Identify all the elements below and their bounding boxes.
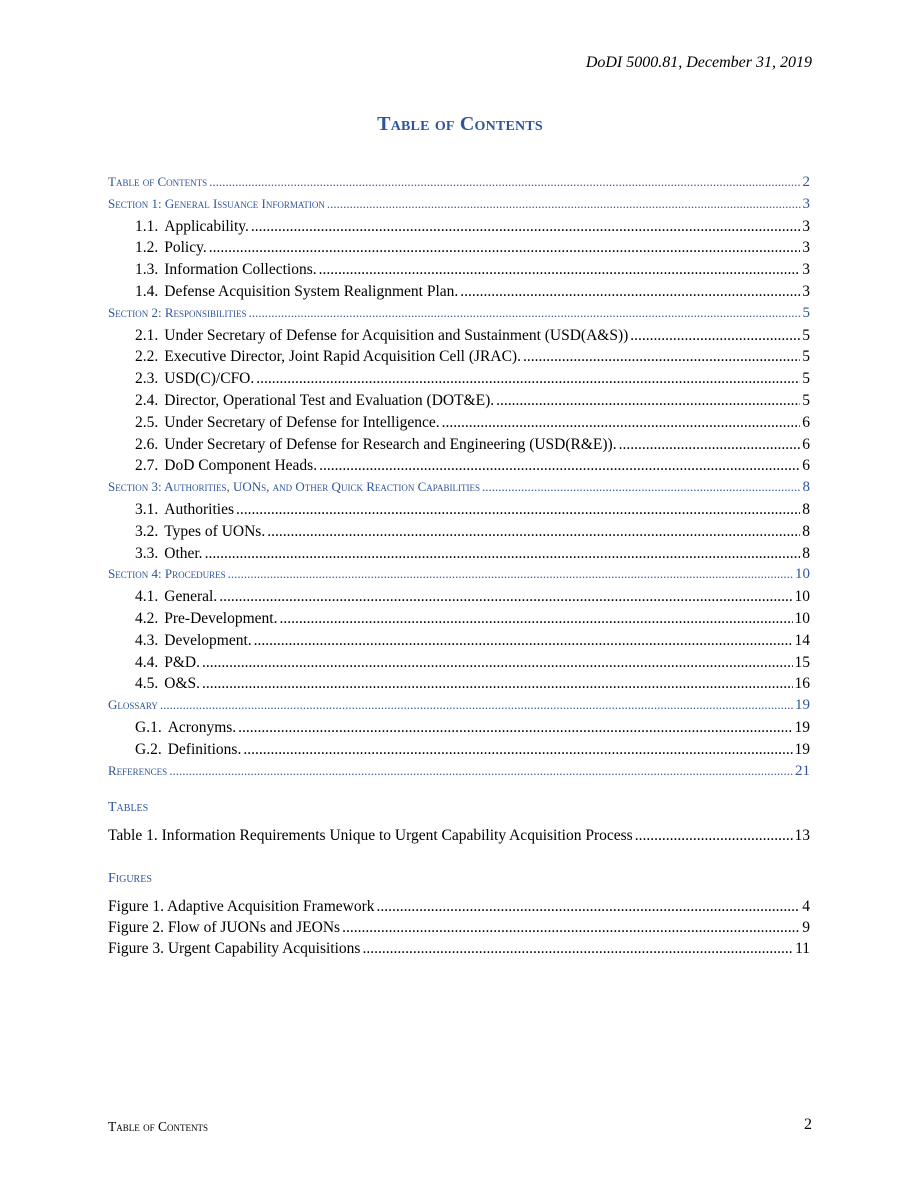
toc-entry-page: 3 — [802, 261, 810, 279]
dot-leader — [496, 392, 800, 410]
toc-section-entry[interactable] — [108, 305, 810, 327]
dot-leader — [362, 940, 793, 958]
table-of-contents — [108, 174, 810, 784]
toc-entry-page: 3 — [802, 195, 810, 212]
toc-entry-label — [108, 919, 340, 937]
toc-entry-label — [108, 566, 226, 582]
figures-list — [108, 898, 810, 961]
toc-entry-label — [135, 719, 236, 737]
toc-entry-number: 2.6. — [135, 435, 159, 453]
toc-entry-text: Glossary — [108, 697, 158, 713]
toc-entry-label — [135, 501, 234, 519]
toc-entry-label — [135, 370, 254, 388]
toc-entry-number: 4.5. — [135, 675, 159, 693]
toc-entry-page: 8 — [802, 522, 810, 540]
toc-entry-number: G.2. — [135, 740, 162, 758]
toc-entry-text: Table of Contents — [108, 174, 208, 189]
toc-entry-page: 5 — [802, 391, 810, 409]
toc-entry-label — [135, 654, 200, 672]
toc-entry-page: 14 — [794, 631, 810, 649]
toc-entry-label — [108, 827, 633, 845]
toc-subsection-entry[interactable] — [108, 261, 810, 283]
toc-section-entry[interactable] — [108, 174, 810, 196]
toc-entry-page: 16 — [794, 675, 810, 693]
toc-entry-number: 2.2. — [135, 348, 159, 366]
toc-entry-text: Section 3: Authorities, UONs, and Other Quick Reaction Capabilities — [108, 479, 480, 495]
dot-leader — [249, 305, 801, 321]
footer-section-title: Table of Contents — [108, 1119, 208, 1134]
dot-leader — [342, 919, 800, 937]
dot-leader — [327, 196, 801, 212]
toc-subsection-entry[interactable] — [108, 370, 810, 392]
toc-entry-label — [108, 479, 480, 495]
toc-entry-label — [135, 545, 203, 563]
toc-entry-text: Pre-Development. — [164, 609, 278, 627]
toc-entry-text: USD(C)/CFO. — [164, 370, 255, 388]
toc-entry-text: References — [108, 762, 168, 778]
dot-leader — [254, 632, 793, 650]
toc-entry-page: 19 — [794, 740, 810, 758]
toc-entry-page: 8 — [802, 544, 810, 562]
toc-entry-page: 3 — [802, 282, 810, 300]
toc-entry-page: 4 — [802, 898, 810, 915]
dot-leader — [228, 566, 793, 582]
dot-leader — [319, 261, 801, 279]
toc-entry-page: 19 — [794, 718, 810, 736]
dot-leader — [219, 588, 792, 606]
toc-entry-page: 19 — [795, 697, 810, 714]
toc-entry-number: 1.3. — [135, 261, 159, 279]
toc-subsection-entry[interactable] — [108, 348, 810, 370]
table-list-entry[interactable] — [108, 827, 810, 848]
toc-entry-text: Applicability. — [164, 217, 249, 235]
toc-entry-text: Defense Acquisition System Realignment Plan. — [164, 282, 459, 300]
toc-entry-page: 6 — [802, 435, 810, 453]
toc-entry-label — [135, 414, 440, 432]
toc-section-entry[interactable] — [108, 697, 810, 719]
toc-entry-number: 3.1. — [135, 500, 159, 518]
document-reference: DoDI 5000.81, December 31, 2019 — [585, 54, 812, 71]
dot-leader — [619, 436, 801, 454]
toc-entry-label — [135, 457, 317, 475]
toc-entry-text: DoD Component Heads. — [164, 457, 318, 475]
toc-entry-text: Section 1: General Issuance Information — [108, 195, 325, 211]
toc-entry-number: 1.2. — [135, 239, 159, 257]
toc-entry-number: 3.3. — [135, 544, 159, 562]
toc-entry-page: 10 — [794, 588, 810, 606]
toc-subsection-entry[interactable] — [108, 414, 810, 436]
toc-subsection-entry[interactable] — [108, 218, 810, 240]
figures-heading: Figures — [108, 871, 152, 886]
toc-entry-label — [135, 392, 494, 410]
toc-entry-text: P&D. — [164, 653, 200, 671]
dot-leader — [523, 348, 800, 366]
dot-leader — [251, 218, 800, 236]
toc-entry-text: Section 4: Procedures — [108, 566, 226, 582]
toc-entry-page: 21 — [795, 762, 810, 779]
toc-subsection-entry[interactable] — [108, 588, 810, 610]
toc-entry-label — [108, 898, 374, 916]
toc-entry-label — [108, 763, 167, 779]
toc-entry-page: 3 — [802, 239, 810, 257]
toc-entry-text: Other. — [164, 544, 203, 562]
toc-subsection-entry[interactable] — [108, 436, 810, 458]
toc-entry-label — [135, 239, 207, 257]
dot-leader — [376, 898, 800, 916]
dot-leader — [202, 654, 793, 672]
toc-subsection-entry[interactable] — [108, 741, 810, 763]
toc-entry-text: Director, Operational Test and Evaluation (DOT&E). — [164, 391, 495, 409]
toc-entry-page: 6 — [802, 457, 810, 475]
toc-entry-text: Figure 2. Flow of JUONs and JEONs — [108, 919, 341, 936]
toc-entry-text: Under Secretary of Defense for Acquisition and Sustainment (USD(A&S)) — [164, 326, 629, 344]
toc-entry-page: 13 — [794, 827, 810, 844]
toc-entry-text: Information Collections. — [164, 261, 317, 279]
toc-entry-label — [135, 327, 628, 345]
toc-entry-text: Policy. — [164, 239, 207, 257]
toc-entry-number: 1.1. — [135, 217, 159, 235]
toc-entry-page: 5 — [802, 304, 810, 321]
toc-entry-page: 8 — [802, 500, 810, 518]
dot-leader — [243, 741, 792, 759]
toc-entry-page: 5 — [802, 348, 810, 366]
toc-subsection-entry[interactable] — [108, 239, 810, 261]
toc-subsection-entry[interactable] — [108, 457, 810, 479]
tables-list — [108, 827, 810, 848]
toc-section-entry[interactable] — [108, 763, 810, 785]
toc-entry-text: O&S. — [164, 675, 200, 693]
figure-list-entry[interactable] — [108, 919, 810, 940]
toc-section-entry[interactable] — [108, 196, 810, 218]
toc-entry-text: Development. — [164, 631, 252, 649]
toc-entry-label — [135, 675, 200, 693]
toc-entry-label — [108, 697, 158, 713]
toc-subsection-entry[interactable] — [108, 327, 810, 349]
toc-subsection-entry[interactable] — [108, 654, 810, 676]
toc-entry-label — [108, 940, 360, 958]
toc-entry-page: 11 — [795, 940, 810, 957]
toc-entry-page: 10 — [794, 609, 810, 627]
toc-entry-text: Executive Director, Joint Rapid Acquisition Cell (JRAC). — [164, 348, 521, 366]
toc-entry-page: 15 — [794, 653, 810, 671]
toc-subsection-entry[interactable] — [108, 392, 810, 414]
dot-leader — [630, 327, 800, 345]
dot-leader — [160, 697, 793, 713]
toc-entry-label — [135, 283, 458, 301]
toc-subsection-entry[interactable] — [108, 523, 810, 545]
toc-subsection-entry[interactable] — [108, 545, 810, 567]
dot-leader — [205, 545, 801, 563]
dot-leader — [460, 283, 800, 301]
toc-entry-text: Authorities — [164, 500, 234, 518]
toc-entry-page: 2 — [802, 174, 810, 190]
toc-entry-number: 2.7. — [135, 457, 159, 475]
toc-entry-text: Section 2: Responsibilities — [108, 304, 247, 320]
tables-heading: Tables — [108, 800, 149, 815]
toc-entry-number: 4.3. — [135, 631, 159, 649]
toc-entry-number: 3.2. — [135, 522, 159, 540]
figure-list-entry[interactable] — [108, 940, 810, 961]
dot-leader — [279, 610, 792, 628]
toc-entry-label — [135, 741, 241, 759]
toc-entry-text: Table 1. Information Requirements Unique to Urgent Capability Acquisition Process — [108, 827, 633, 844]
toc-entry-label — [135, 436, 617, 454]
dot-leader — [209, 174, 800, 190]
toc-section-entry[interactable] — [108, 566, 810, 588]
dot-leader — [209, 239, 801, 257]
toc-entry-label — [108, 174, 207, 190]
toc-entry-page: 8 — [802, 479, 810, 496]
figure-list-entry[interactable] — [108, 898, 810, 919]
toc-entry-text: Under Secretary of Defense for Intelligence. — [164, 413, 440, 431]
dot-leader — [319, 457, 800, 475]
toc-entry-number: 2.4. — [135, 391, 159, 409]
toc-entry-page: 5 — [802, 326, 810, 344]
toc-subsection-entry[interactable] — [108, 632, 810, 654]
dot-leader — [635, 827, 793, 845]
toc-entry-text: Definitions. — [167, 740, 242, 758]
toc-entry-number: 2.3. — [135, 370, 159, 388]
toc-entry-label — [108, 196, 325, 212]
toc-entry-label — [135, 218, 249, 236]
toc-entry-number: 4.2. — [135, 609, 159, 627]
toc-entry-label — [135, 261, 317, 279]
toc-entry-page: 10 — [795, 566, 810, 583]
page-title: Table of Contents — [377, 113, 543, 135]
toc-subsection-entry[interactable] — [108, 719, 810, 741]
footer-page-number: 2 — [804, 1116, 812, 1133]
toc-subsection-entry[interactable] — [108, 675, 810, 697]
toc-entry-label — [135, 523, 265, 541]
toc-entry-text: Figure 1. Adaptive Acquisition Framework — [108, 898, 375, 915]
toc-entry-number: G.1. — [135, 718, 162, 736]
toc-entry-label — [135, 348, 521, 366]
toc-subsection-entry[interactable] — [108, 610, 810, 632]
toc-entry-number: 2.1. — [135, 326, 159, 344]
toc-entry-label — [135, 610, 277, 628]
toc-entry-page: 9 — [802, 919, 810, 936]
dot-leader — [202, 675, 793, 693]
dot-leader — [236, 501, 800, 519]
dot-leader — [267, 523, 800, 541]
toc-entry-text: Under Secretary of Defense for Research and Engineering (USD(R&E)). — [164, 435, 617, 453]
dot-leader — [169, 763, 793, 779]
toc-entry-label — [135, 588, 217, 606]
toc-entry-number: 1.4. — [135, 282, 159, 300]
toc-entry-label — [135, 632, 252, 650]
toc-entry-number: 4.4. — [135, 653, 159, 671]
toc-section-entry[interactable] — [108, 479, 810, 501]
toc-entry-text: Types of UONs. — [164, 522, 266, 540]
toc-entry-text: Figure 3. Urgent Capability Acquisitions — [108, 940, 361, 957]
toc-entry-page: 6 — [802, 413, 810, 431]
dot-leader — [256, 370, 800, 388]
toc-entry-number: 2.5. — [135, 413, 159, 431]
toc-subsection-entry[interactable] — [108, 501, 810, 523]
dot-leader — [482, 479, 801, 495]
toc-entry-page: 3 — [802, 217, 810, 235]
toc-subsection-entry[interactable] — [108, 283, 810, 305]
toc-entry-text: General. — [164, 588, 218, 606]
toc-entry-label — [108, 305, 247, 321]
dot-leader — [238, 719, 792, 737]
toc-entry-text: Acronyms. — [167, 718, 237, 736]
toc-entry-number: 4.1. — [135, 588, 159, 606]
toc-entry-page: 5 — [802, 370, 810, 388]
dot-leader — [442, 414, 801, 432]
